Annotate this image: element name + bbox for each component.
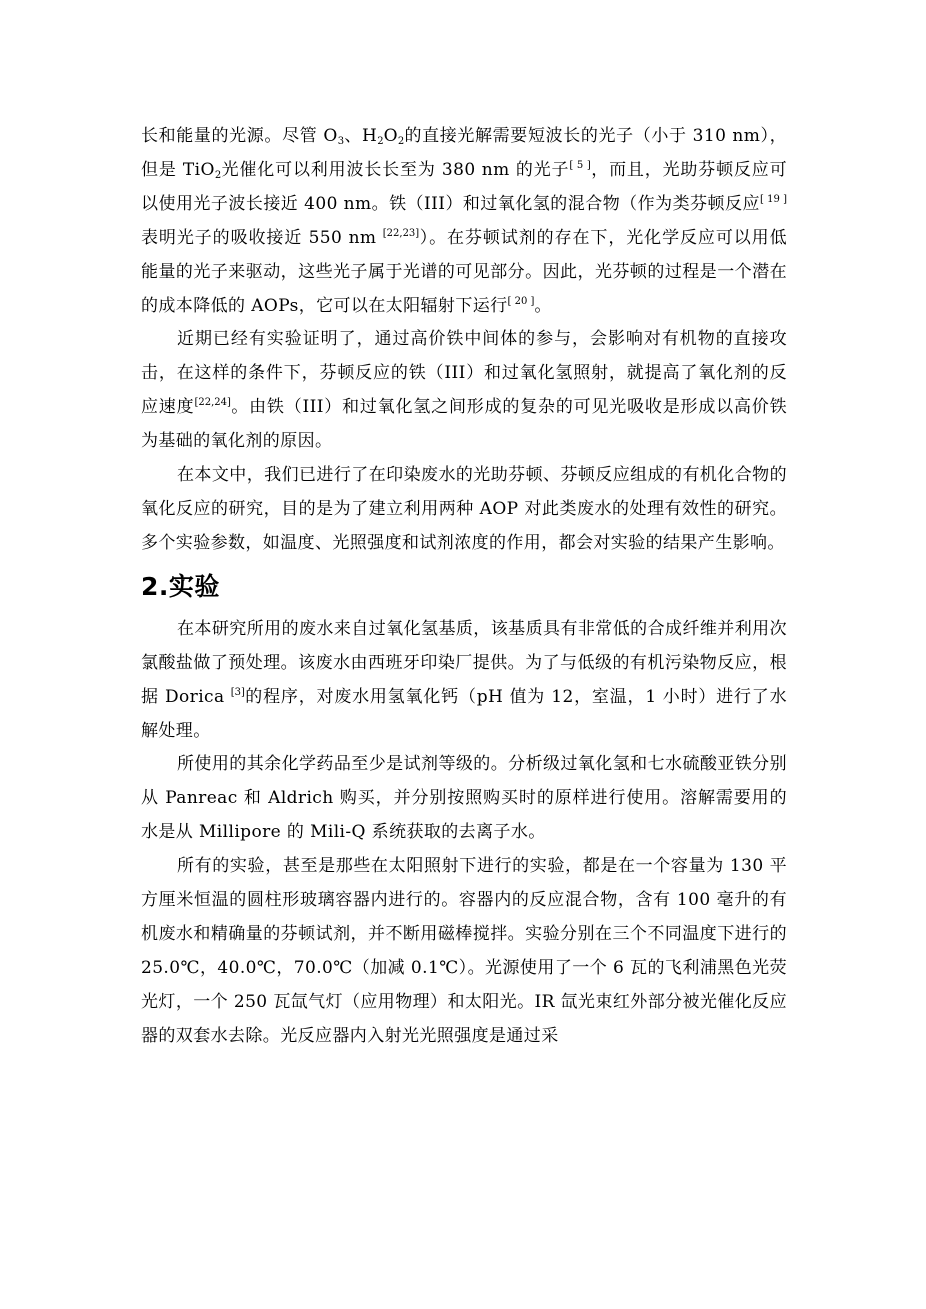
paragraph-light-sources (141, 120, 787, 323)
citation-ref: [22,24] (194, 397, 231, 409)
text-run: 光催化可以利用波长长至为 380 nm 的光子 (221, 159, 570, 180)
text-run: 、H (344, 126, 378, 146)
text-run: 表明光子的吸收接近 550 nm (141, 227, 383, 248)
text-run: 长和能量的光源。尽管 O (141, 126, 338, 146)
subscript: 2 (377, 136, 384, 147)
paragraph-wastewater (141, 613, 787, 749)
citation-ref: [22,23] (382, 227, 420, 239)
paragraph-study-aim: 在本文中，我们已进行了在印染废水的光助芬顿、芬顿反应组成的有机化合物的氧化反应的研究，目的是为了建立利用两种 AOP 对此类废水的处理有效性的研究。多个实验参数，如温度、光照强度和试剂浓度的作用，都会对实验的结果产生影响。 (141, 465, 787, 553)
text-run: 。由铁（III）和过氧化氢之间形成的复杂的可见光吸收是形成以高价铁为基础的氧化剂的原因。 (141, 397, 787, 452)
paragraph-high-valent-iron (141, 323, 787, 459)
text-run: 近期已经有实验证明了，通过高价铁中间体的参与，会影响对有机物的直接攻击，在这样的条件下，芬顿反应的铁（III）和过氧化氢照射，就提高了氧化剂的反应速度 (141, 329, 787, 418)
page-body (141, 120, 787, 1054)
paragraph-experiments: 所有的实验，甚至是那些在太阳照射下进行的实验，都是在一个容量为 130 平方厘米恒温的圆柱形玻璃容器内进行的。容器内的反应混合物，含有 100 毫升的有机废水和精确量的芬顿试剂，并不断用磁棒搅拌。实验分别在三个不同温度下进行的 25.0℃，40.0℃，70.0℃（加减 0.1℃）。光源使用了一个 6 瓦的飞利浦黑色光荧光灯，一个 250 瓦氙气灯（应用物理）和太阳光。IR 氙光束红外部分被光催化反应器的双套水去除。光反应器内入射光光照强度是通过采 (141, 856, 787, 1046)
citation-ref: [ 5 ] (569, 159, 591, 171)
subscript: 2 (397, 136, 405, 147)
section-heading: 2.实验 (141, 571, 220, 601)
text-run: 的程序，对废水用氢氧化钙（pH 值为 12，室温，1 小时）进行了水解处理。 (141, 686, 788, 741)
paragraph-chemicals: 所使用的其余化学药品至少是试剂等级的。分析级过氧化氢和七水硫酸亚铁分别从 Panreac 和 Aldrich 购买，并分别按照购买时的原样进行使用。溶解需要用的水是从 Millipore 的 Mili-Q 系统获取的去离子水。 (141, 754, 787, 843)
citation-ref: [ 19 ] (759, 193, 788, 205)
citation-ref: [3] (230, 686, 245, 698)
citation-ref: [ 20 ] (507, 295, 535, 307)
text-run: ，而且，光助芬顿反应可以使用光子波长接近 400 nm。铁（III）和过氧化氢的混合物（作为类芬顿反应 (141, 159, 787, 214)
text-run: 的直接光解需要短波长的光子（小于 310 nm），但是 TiO (141, 126, 787, 180)
text-run: 在本研究所用的废水来自过氧化氢基质，该基质具有非常低的合成纤维并利用次氯酸盐做了预处理。该废水由西班牙印染厂提供。为了与低级的有机污染物反应，根据 Dorica (141, 618, 787, 707)
text-run: 。 (534, 295, 552, 316)
subscript: 2 (214, 169, 222, 181)
subscript: 3 (337, 136, 345, 147)
text-run: ）。在芬顿试剂的存在下，光化学反应可以用低能量的光子来驱动，这些光子属于光谱的可见部分。因此，光芬顿的过程是一个潜在的成本降低的 AOPs，它可以在太阳辐射下运行 (141, 227, 787, 316)
text-run: O (383, 126, 398, 146)
